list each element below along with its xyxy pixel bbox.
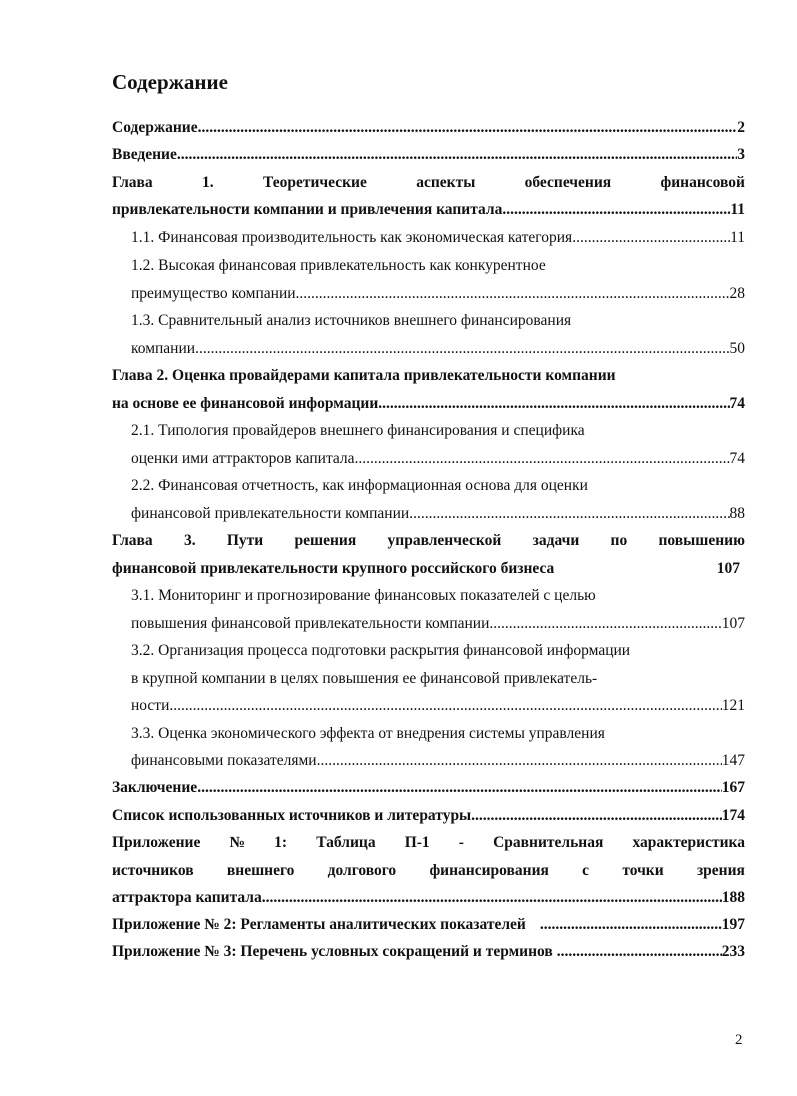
leader-dots xyxy=(296,284,730,304)
toc-word: решения xyxy=(294,532,357,549)
toc-entry-title: финансовыми показателями xyxy=(131,752,317,769)
toc-word: Сравнительная xyxy=(493,834,604,851)
toc-entry-title: финансовой привлекательности компании xyxy=(131,505,410,522)
leader-dots xyxy=(502,200,730,220)
leader-dots xyxy=(572,228,730,248)
toc-entry-1-3-line1[interactable] xyxy=(131,311,745,331)
toc-word: финансирования xyxy=(429,862,549,879)
toc-entry-page: 28 xyxy=(729,285,745,302)
toc-word: с xyxy=(582,862,590,879)
toc-entry-title: Список использованных источников и литературы xyxy=(112,807,472,824)
leader-dots xyxy=(557,942,722,962)
leader-dots xyxy=(169,696,721,716)
toc-entry-page: 197 xyxy=(721,916,745,933)
toc-entry-2-1-line1[interactable] xyxy=(131,421,745,441)
toc-entry-2-1-line2[interactable] xyxy=(131,449,745,469)
toc-entry-title: 3.1. Мониторинг и прогнозирование финансовых показателей с целью xyxy=(131,587,596,604)
toc-word: - xyxy=(458,834,464,851)
leader-dots xyxy=(409,504,729,524)
toc-word: обеспечения xyxy=(524,174,612,191)
toc-entry-3-2-line1[interactable] xyxy=(131,641,745,661)
toc-word: № xyxy=(229,834,246,851)
leader-dots xyxy=(177,145,737,165)
toc-entry-title: на основе ее финансовой информации xyxy=(112,395,379,412)
toc-entry-appendix-2[interactable] xyxy=(112,915,745,935)
toc-entry-3-2-line2[interactable] xyxy=(131,669,745,689)
toc-entry-page: 174 xyxy=(721,807,745,824)
toc-entry-3-2-line3[interactable] xyxy=(131,696,745,716)
leader-dots xyxy=(378,394,729,414)
toc-word: внешнего xyxy=(226,862,295,879)
toc-word: по xyxy=(610,532,628,549)
toc-word: Глава xyxy=(112,532,153,549)
toc-word: Приложение xyxy=(112,834,201,851)
toc-entry-chapter-3-line2[interactable] xyxy=(112,559,745,579)
leader-dots xyxy=(355,449,730,469)
toc-entry-page: 11 xyxy=(730,201,745,218)
toc-entry-3-3-line2[interactable] xyxy=(131,751,745,771)
toc-word: повышению xyxy=(658,532,745,549)
toc-entry-contents[interactable] xyxy=(112,118,745,138)
toc-entry-title: финансовой привлекательности крупного российского бизнеса xyxy=(112,560,555,577)
toc-entry-page: 74 xyxy=(729,450,745,467)
toc-entry-appendix-1-line3[interactable] xyxy=(112,888,745,908)
leader-dots xyxy=(489,614,721,634)
toc-entry-title: Заключение xyxy=(112,779,198,796)
toc-entry-page: 167 xyxy=(721,779,745,796)
toc-entry-chapter-1-line1[interactable] xyxy=(112,173,745,193)
toc-entry-page: 233 xyxy=(721,943,745,960)
toc-entry-page: 107 xyxy=(716,560,740,577)
toc-entry-title: повышения финансовой привлекательности компании xyxy=(131,615,490,632)
toc-entry-title: Введение xyxy=(112,146,177,163)
toc-entry-page: 50 xyxy=(729,340,745,357)
toc-entry-page: 188 xyxy=(721,889,745,906)
leader-dots xyxy=(197,778,722,798)
toc-entry-page: 107 xyxy=(721,615,745,632)
toc-entry-title: оценки ими аттракторов капитала xyxy=(131,450,355,467)
toc-entry-title: 3.3. Оценка экономического эффекта от внедрения системы управления xyxy=(131,725,605,742)
toc-entry-title: 1.3. Сравнительный анализ источников внешнего финансирования xyxy=(131,312,572,329)
toc-entry-page: 74 xyxy=(729,395,745,412)
toc-entry-page: 88 xyxy=(729,505,745,522)
toc-entry-page: 147 xyxy=(721,752,745,769)
toc-entry-3-1-line2[interactable] xyxy=(131,614,745,634)
toc-entry-1-3-line2[interactable] xyxy=(131,339,745,359)
toc-entry-appendix-1-line2[interactable] xyxy=(112,861,745,881)
toc-word: характеристика xyxy=(632,834,745,851)
leader-dots xyxy=(540,915,722,935)
toc-entry-title: Приложение № 2: Регламенты аналитических показателей xyxy=(112,916,526,933)
toc-entry-page: 121 xyxy=(721,697,745,714)
toc-entry-3-3-line1[interactable] xyxy=(131,724,745,744)
leader-dots xyxy=(317,751,722,771)
toc-entry-chapter-3-line1[interactable] xyxy=(112,531,745,551)
toc-entry-appendix-1-line1[interactable] xyxy=(112,833,745,853)
toc-entry-title: Приложение № 3: Перечень условных сокращений и терминов xyxy=(112,943,553,960)
toc-word: управленческой xyxy=(387,532,502,549)
leader-dots xyxy=(195,339,729,359)
leader-dots xyxy=(262,888,722,908)
toc-word: аспекты xyxy=(416,174,476,191)
toc-entry-introduction[interactable] xyxy=(112,145,745,165)
toc-word: Теоретические xyxy=(263,174,367,191)
toc-word: Глава xyxy=(112,174,153,191)
toc-word: источников xyxy=(112,862,194,879)
toc-entry-1-2-line1[interactable] xyxy=(131,256,745,276)
toc-entry-title: 3.2. Организация процесса подготовки раскрытия финансовой информации xyxy=(131,642,631,659)
toc-entry-conclusion[interactable] xyxy=(112,778,745,798)
leader-dots xyxy=(471,806,722,826)
toc-word: задачи xyxy=(532,532,580,549)
toc-entry-title: 2.1. Типология провайдеров внешнего финансирования и специфика xyxy=(131,422,585,439)
toc-entry-page: 3 xyxy=(737,146,745,163)
leader-dots xyxy=(198,118,738,138)
toc-word: П-1 xyxy=(404,834,430,851)
toc-entry-2-2-line2[interactable] xyxy=(131,504,745,524)
toc-entry-title: 1.2. Высокая финансовая привлекательность как конкурентное xyxy=(131,257,546,274)
toc-entry-title: 2.2. Финансовая отчетность, как информационная основа для оценки xyxy=(131,477,588,494)
toc-entry-chapter-1-line2[interactable] xyxy=(112,200,745,220)
toc-entry-title: компании xyxy=(131,340,196,357)
toc-word: точки xyxy=(622,862,664,879)
toc-word: Таблица xyxy=(316,834,376,851)
toc-entry-title: в крупной компании в целях повышения ее финансовой привлекатель- xyxy=(131,670,598,687)
toc-entry-title: преимущество компании xyxy=(131,285,296,302)
toc-word: 1: xyxy=(274,834,288,851)
toc-entry-page: 2 xyxy=(737,119,745,136)
toc-word: 1. xyxy=(202,174,214,191)
toc-entry-title: аттрактора капитала xyxy=(112,889,262,906)
toc-word: долгового xyxy=(327,862,397,879)
toc-word: финансовой xyxy=(660,174,745,191)
toc-entry-references[interactable] xyxy=(112,806,745,826)
toc-entry-page: 11 xyxy=(730,229,745,246)
page-number: 2 xyxy=(735,1032,743,1048)
toc-entry-chapter-2-line1[interactable] xyxy=(112,366,745,386)
toc-word: 3. xyxy=(183,532,196,549)
toc-word: Пути xyxy=(226,532,264,549)
toc-word: зрения xyxy=(696,862,745,879)
toc-entry-title: Глава 2. Оценка провайдерами капитала привлекательности компании xyxy=(112,367,616,384)
toc-entry-chapter-2-line2[interactable] xyxy=(112,394,745,414)
toc-entry-title: 1.1. Финансовая производительность как экономическая категория xyxy=(131,229,573,246)
toc-entry-title: Содержание xyxy=(112,119,198,136)
toc-entry-1-1[interactable] xyxy=(131,228,745,248)
toc-entry-appendix-3[interactable] xyxy=(112,942,745,962)
toc-entry-2-2-line1[interactable] xyxy=(131,476,745,496)
toc-entry-1-2-line2[interactable] xyxy=(131,284,745,304)
page-title: Содержание xyxy=(112,70,228,94)
toc-entry-title: привлекательности компании и привлечения капитала xyxy=(112,201,503,218)
toc-entry-3-1-line1[interactable] xyxy=(131,586,745,606)
toc-entry-title: ности xyxy=(131,697,170,714)
